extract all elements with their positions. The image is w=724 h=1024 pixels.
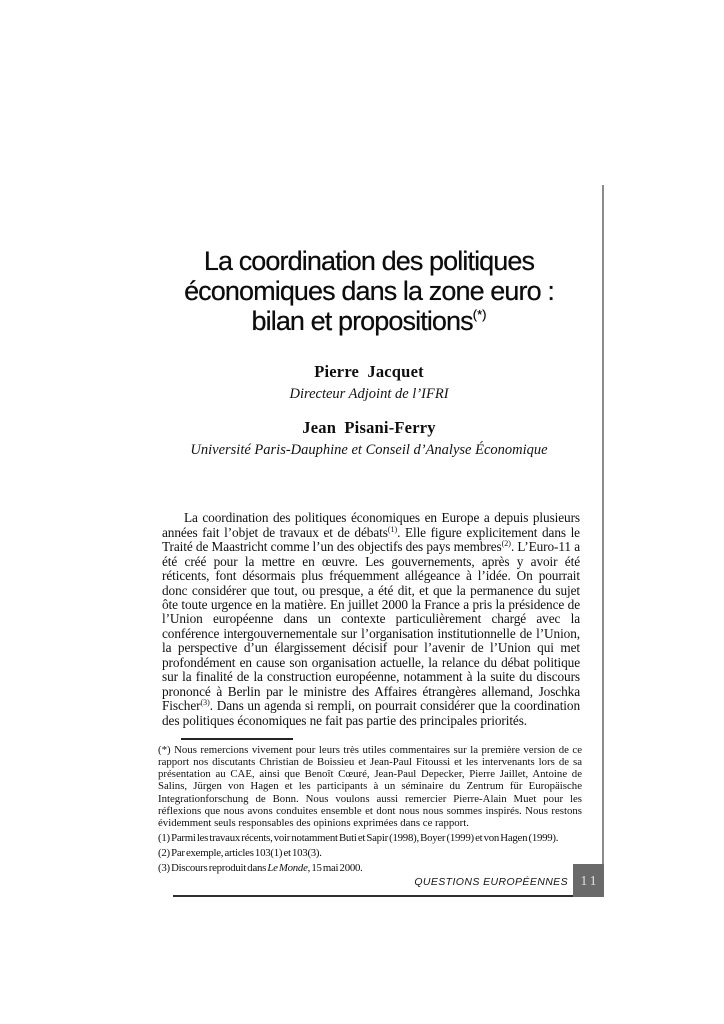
text-segment: (*) Nous remercions vivement pour leurs très utiles commentaires sur la première version de ce rapport nos discutants Christian de Boissieu et Jean-Paul Fitoussi et les intervenants lors de sa présentation au CAE, ainsi que Benoît Cœuré, Jean-Paul Depecker, Pierre Jaillet, Antoine de Salins, Jürgen von Hagen et les participants à un séminaire du Zentrum für Europäische Integrationforschung de Bonn. Nous voulons aussi remercier Pierre-Alain Muet pour les réflexions que nous avons conduites ensemble et dont nous nous sommes inspirés. Nous restons évidemment seuls responsables des opinions exprimées dans ce rapport. [158,744,582,829]
text-segment: Le Monde [267,861,308,874]
footnote-reference-marker: (1) [387,524,398,534]
author-1 [114,363,624,402]
title-line-2: économiques dans la zone euro : [184,276,554,306]
body-paragraph [162,511,580,728]
text-segment: . Elle figure explicitement dans le Traité de Maastricht comme l’un des objectifs des pays membres [162,524,580,555]
author-name: Pierre Jacquet [314,362,424,381]
author-2 [114,419,624,458]
title-line-3: bilan et propositions [251,306,473,336]
author-affiliation: Université Paris-Dauphine et Conseil d’Analyse Économique [190,442,548,458]
text-segment: . L’Euro-11 a été créé pour la mettre en œuvre. Les gouvernements, après y avoir été réticents, font désormais plus fréquemment allégeance à l’idée. On pourrait donc considérer que tout, ou presque, a été dit, et que la permanence du sujet ôte toute urgence en la matière. En juillet 2000 la France a pris la présidence de l’Union européenne dans un contexte particulièrement chargé avec la conférence intergouvernementale sur l’organisation institutionnelle de l’Union, la perspective d’un élargissement décisif pour l’avenir de l’Union qui met profondément en cause son organisation actuelle, la relance du débat politique sur la finalité de la construction européenne, notamment à la suite du discours prononcé à Berlin par le ministre des Affaires étrangères allemand, Joschka Fischer [162,539,581,714]
authors-block [114,363,624,458]
footnote-star [158,744,582,829]
author-name: Jean Pisani-Ferry [302,418,436,437]
footnote-reference-marker: (3) [200,698,210,708]
journal-section-label: QUESTIONS EUROPÉENNES [414,876,568,888]
article-title [114,246,624,336]
text-segment: . Dans un agenda si rempli, on pourrait considérer que la coordination des politiques économiques ne fait pas partie des principales priorités. [162,698,580,728]
page-number-badge: 11 [573,864,604,897]
footnotes [158,744,582,874]
text-segment: (2) Par exemple, articles 103(1) et 103(3). [158,846,322,859]
text-segment: , 15 mai 2000. [307,861,363,874]
title-footnote-marker: (*) [472,307,487,322]
footnote-1 [158,832,582,845]
footnote-3 [158,862,582,875]
title-line-1: La coordination des politiques [203,246,535,276]
page-edge-rule [602,185,604,864]
footnote-2 [158,847,582,860]
text-segment: (1) Parmi les travaux récents, voir notamment Buti et Sapir (1998), Boyer (1999) et von Hagen (1999). [158,831,559,844]
text-segment: (3) Discours reproduit dans [158,861,268,874]
footnote-reference-marker: (2) [501,539,511,549]
text-segment: La coordination des politiques économiques en Europe a depuis plusieurs années fait l’objet de travaux et de débats [162,510,580,540]
footnote-separator [181,738,293,740]
footer-rule [173,895,573,897]
author-affiliation: Directeur Adjoint de l’IFRI [289,386,449,402]
